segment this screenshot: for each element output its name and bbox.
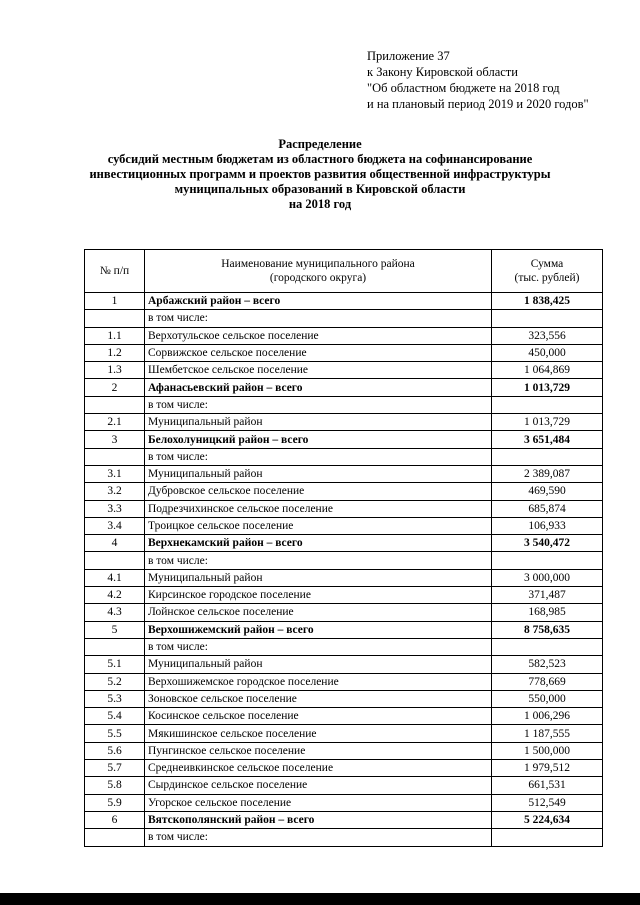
cell-name: Верхошижемский район – всего — [145, 621, 492, 638]
cell-sum: 1 013,729 — [492, 379, 603, 396]
title-line-2: субсидий местным бюджетам из областного бюджета на софинансирование — [107, 152, 533, 166]
cell-number: 4 — [85, 535, 145, 552]
cell-number: 5.6 — [85, 742, 145, 759]
table-row — [85, 379, 603, 396]
cell-number — [85, 310, 145, 327]
cell-sum: 469,590 — [492, 483, 603, 500]
column-header-name-line1: Наименование муниципального района — [221, 258, 415, 270]
cell-name: Сорвижское сельское поселение — [145, 344, 492, 361]
cell-sum: 1 187,555 — [492, 725, 603, 742]
cell-number — [85, 448, 145, 465]
table-row — [85, 794, 603, 811]
cell-name: в том числе: — [145, 310, 492, 327]
cell-number: 3.4 — [85, 517, 145, 534]
cell-sum: 323,556 — [492, 327, 603, 344]
cell-number: 5.9 — [85, 794, 145, 811]
cell-name: Вятскополянский район – всего — [145, 811, 492, 828]
cell-name: Косинское сельское поселение — [145, 708, 492, 725]
table-row — [85, 362, 603, 379]
table-row — [85, 448, 603, 465]
table-row — [85, 535, 603, 552]
cell-number: 5.4 — [85, 708, 145, 725]
cell-sum — [492, 829, 603, 846]
cell-number: 3.3 — [85, 500, 145, 517]
table-row — [85, 829, 603, 846]
cell-sum: 450,000 — [492, 344, 603, 361]
cell-number: 1 — [85, 293, 145, 310]
cell-name: Арбажский район – всего — [145, 293, 492, 310]
cell-name: Белохолуницкий район – всего — [145, 431, 492, 448]
cell-name: Среднеивкинское сельское поселение — [145, 760, 492, 777]
cell-sum: 661,531 — [492, 777, 603, 794]
cell-name: в том числе: — [145, 552, 492, 569]
cell-number: 2 — [85, 379, 145, 396]
document-title — [0, 137, 640, 212]
title-line-3: инвестиционных программ и проектов развития общественной инфраструктуры — [89, 167, 551, 181]
cell-name: в том числе: — [145, 638, 492, 655]
cell-sum: 1 006,296 — [492, 708, 603, 725]
table-row — [85, 414, 603, 431]
table-row — [85, 327, 603, 344]
cell-number: 4.1 — [85, 569, 145, 586]
title-line-1: Распределение — [278, 137, 362, 151]
cell-name: Сырдинское сельское поселение — [145, 777, 492, 794]
scan-edge-bar — [0, 893, 640, 905]
table-row — [85, 708, 603, 725]
cell-number: 1.3 — [85, 362, 145, 379]
table-row — [85, 811, 603, 828]
cell-number: 5.8 — [85, 777, 145, 794]
cell-number: 5.3 — [85, 690, 145, 707]
cell-sum: 8 758,635 — [492, 621, 603, 638]
cell-number: 1.2 — [85, 344, 145, 361]
cell-name: Верхнекамский район – всего — [145, 535, 492, 552]
cell-sum: 1 013,729 — [492, 414, 603, 431]
cell-name: Зоновское сельское поселение — [145, 690, 492, 707]
cell-number: 3.1 — [85, 465, 145, 482]
cell-number: 2.1 — [85, 414, 145, 431]
cell-sum: 168,985 — [492, 604, 603, 621]
table-row — [85, 517, 603, 534]
cell-sum — [492, 552, 603, 569]
title-line-4: муниципальных образований в Кировской области — [174, 182, 466, 196]
cell-name: Подрезчихинское сельское поселение — [145, 500, 492, 517]
table-row — [85, 293, 603, 310]
table-row — [85, 587, 603, 604]
cell-sum: 582,523 — [492, 656, 603, 673]
cell-number: 4.3 — [85, 604, 145, 621]
cell-name: Угорское сельское поселение — [145, 794, 492, 811]
law-reference: к Закону Кировской области — [367, 65, 518, 79]
cell-number: 3.2 — [85, 483, 145, 500]
cell-sum: 778,669 — [492, 673, 603, 690]
column-header-sum — [492, 250, 603, 293]
cell-sum: 3 540,472 — [492, 535, 603, 552]
table-row — [85, 396, 603, 413]
table-row — [85, 604, 603, 621]
table-row — [85, 483, 603, 500]
cell-name: Муниципальный район — [145, 656, 492, 673]
cell-sum: 1 500,000 — [492, 742, 603, 759]
cell-number: 5.5 — [85, 725, 145, 742]
column-header-sum-line1: Сумма — [530, 258, 564, 270]
cell-name: Муниципальный район — [145, 465, 492, 482]
cell-name: Верхотульское сельское поселение — [145, 327, 492, 344]
cell-sum — [492, 638, 603, 655]
cell-name: Шембетское сельское поселение — [145, 362, 492, 379]
cell-name: в том числе: — [145, 396, 492, 413]
cell-sum: 512,549 — [492, 794, 603, 811]
cell-sum — [492, 310, 603, 327]
cell-name: Троицкое сельское поселение — [145, 517, 492, 534]
cell-sum: 685,874 — [492, 500, 603, 517]
table-row — [85, 344, 603, 361]
cell-name: Муниципальный район — [145, 414, 492, 431]
column-header-sum-line2: (тыс. рублей) — [514, 272, 580, 284]
cell-number — [85, 829, 145, 846]
cell-sum: 3 651,484 — [492, 431, 603, 448]
table-row — [85, 690, 603, 707]
table-row — [85, 500, 603, 517]
cell-name: Лойнское сельское поселение — [145, 604, 492, 621]
cell-number — [85, 396, 145, 413]
cell-sum: 2 389,087 — [492, 465, 603, 482]
cell-name: Пунгинское сельское поселение — [145, 742, 492, 759]
cell-sum — [492, 396, 603, 413]
table-row — [85, 673, 603, 690]
cell-number: 5.1 — [85, 656, 145, 673]
table-row — [85, 569, 603, 586]
table-row — [85, 638, 603, 655]
column-header-number: № п/п — [85, 250, 145, 293]
cell-sum: 371,487 — [492, 587, 603, 604]
cell-number: 5.2 — [85, 673, 145, 690]
cell-name: Дубровское сельское поселение — [145, 483, 492, 500]
column-header-name-line2: (городского округа) — [269, 272, 367, 284]
table-header-row — [85, 250, 603, 293]
cell-sum — [492, 448, 603, 465]
law-title-line1: "Об областном бюджете на 2018 год — [367, 81, 560, 95]
cell-name: Муниципальный район — [145, 569, 492, 586]
cell-sum: 5 224,634 — [492, 811, 603, 828]
title-line-5: на 2018 год — [288, 197, 352, 211]
table-row — [85, 742, 603, 759]
table-row — [85, 777, 603, 794]
appendix-number: Приложение 37 — [367, 49, 450, 63]
cell-name: Кирсинское городское поселение — [145, 587, 492, 604]
table-row — [85, 656, 603, 673]
cell-sum: 1 979,512 — [492, 760, 603, 777]
cell-number: 6 — [85, 811, 145, 828]
cell-sum: 1 838,425 — [492, 293, 603, 310]
subsidy-table — [84, 249, 603, 847]
appendix-header — [367, 48, 589, 112]
table-row — [85, 431, 603, 448]
table-body — [85, 293, 603, 847]
cell-name: Афанасьевский район – всего — [145, 379, 492, 396]
cell-number: 3 — [85, 431, 145, 448]
table-row — [85, 725, 603, 742]
table-row — [85, 621, 603, 638]
cell-name: Верхошижемское городское поселение — [145, 673, 492, 690]
cell-number — [85, 638, 145, 655]
cell-sum: 3 000,000 — [492, 569, 603, 586]
cell-name: в том числе: — [145, 829, 492, 846]
cell-number: 5 — [85, 621, 145, 638]
cell-name: в том числе: — [145, 448, 492, 465]
cell-number: 5.7 — [85, 760, 145, 777]
table-row — [85, 760, 603, 777]
table-row — [85, 310, 603, 327]
cell-sum: 106,933 — [492, 517, 603, 534]
table-row — [85, 552, 603, 569]
column-header-name — [145, 250, 492, 293]
cell-name: Мякишинское сельское поселение — [145, 725, 492, 742]
table-row — [85, 465, 603, 482]
cell-number — [85, 552, 145, 569]
cell-number: 4.2 — [85, 587, 145, 604]
cell-sum: 550,000 — [492, 690, 603, 707]
cell-sum: 1 064,869 — [492, 362, 603, 379]
cell-number: 1.1 — [85, 327, 145, 344]
law-title-line2: и на плановый период 2019 и 2020 годов" — [367, 97, 589, 111]
